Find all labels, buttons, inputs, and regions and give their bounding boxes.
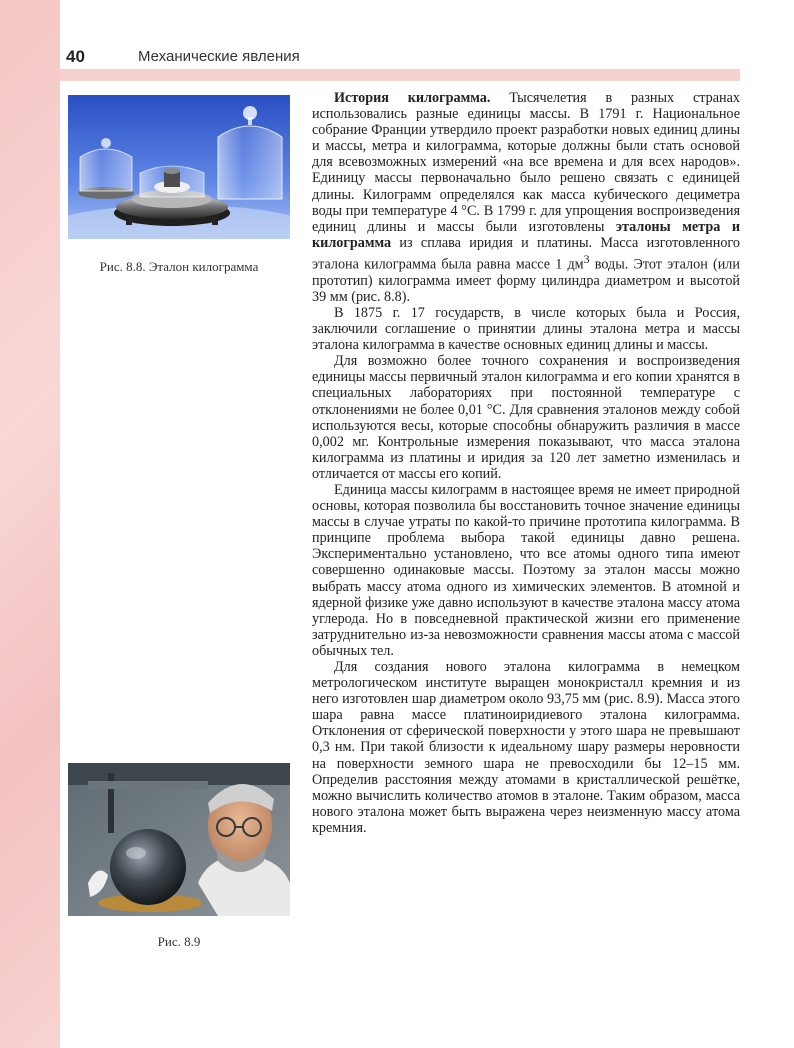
text-span: Тысячелетия в разных странах использовались разные единицы массы. В 1791 г. Национальное собрание Франции утвердило проект разработки новых единиц длины и массы, метра и килограмма, которые должны были стать основой для всевозможных измерений «на все времена и для всех народов». Единицу массы первоначально было решено связать с единицей длины. Килограмм определялся как масса кубического дециметра воды при температуре 4 °С. В 1799 г. для упрощения воспроизведения единиц длины и массы были изготовлены — [312, 90, 740, 235]
text-span: воды. Этот эталон (или прототип) килограмма имеет форму цилиндра диаметром и высотой 39 мм (рис. 8.8). — [312, 256, 740, 305]
text-span: из сплава иридия и платины. Масса изготовленного эталона килограмма была равна массе 1 дм — [312, 234, 740, 273]
page-number: 40 — [66, 47, 85, 66]
paragraph-storage: Для возможно более точного сохранения и воспроизведения единицы массы первичный эталон килограмма и его копии хранятся в специальных лабораториях при постоянной температуре с отклонениями не более 0,01 °С. Для сравнения эталонов между собой используются весы, которые способны обнаружить различия в массе 0,002 мг. Контрольные измерения показывают, что масса эталона килограмма из платины и иридия за 120 лет заметно изменилась и отличается от массы его копий. — [312, 353, 740, 482]
paragraph-1875: В 1875 г. 17 государств, в числе которых была и Россия, заключили соглашение о принятии длины эталона метра и массы эталона килограмма в качестве основных единиц длины и массы. — [312, 304, 740, 354]
figure-silicon-sphere — [68, 763, 290, 916]
paragraph-atomic-standard: Единица массы килограмм в настоящее время не имеет природной основы, которая позволила бы восстановить точное значение единицы массы в случае утраты по какой-то причине прототипа килограмма. В принципе проблема выбора такой единицы давно решена. Экспериментально установлено, что все атомы одного типа имеют совершенно одинаковые массы. Поэтому за эталон массы можно выбрать массу атома одного из химических элементов. В атомной и ядерной физике уже давно используют в качестве эталона массу атома углерода. Но в повседневной практической жизни его применение затруднительно из-за невозможности сравнения массы атома с массой обычных тел. — [312, 481, 740, 659]
paragraph-history — [312, 90, 740, 305]
term-highlight: эталоны метра и килограмма — [312, 218, 741, 251]
page-side-band — [0, 0, 60, 1048]
header-rule — [60, 69, 740, 81]
main-text-column — [312, 90, 740, 836]
paragraph-silicon-sphere: Для создания нового эталона килограмма в немецком метрологическом институте выращен монокристалл кремния и из него изготовлен шар диаметром около 93,75 мм (рис. 8.9). Масса этого шара равна массе платиноиридиевого эталона килограмма. Отклонения от сферической поверхности у этого шара не превышают 0,3 нм. При такой близости к идеальному шару размеры неровности на поверхности земного шара не превосходили бы 12–15 мм. Определив расстояния между атомами в кристаллической решётке, можно вычислить количество атомов в эталоне. Таким образом, масса нового эталона может быть выражена через неизменную массу атома кремния. — [312, 659, 740, 836]
superscript: 3 — [583, 251, 590, 266]
section-title: Механические явления — [138, 48, 300, 65]
paragraph-heading: История килограмма. — [334, 90, 491, 106]
figure-kilogram-standard — [68, 95, 290, 239]
figure-8-8-caption: Рис. 8.8. Эталон килограмма — [99, 259, 259, 274]
figure-8-9-caption: Рис. 8.9 — [157, 934, 201, 949]
